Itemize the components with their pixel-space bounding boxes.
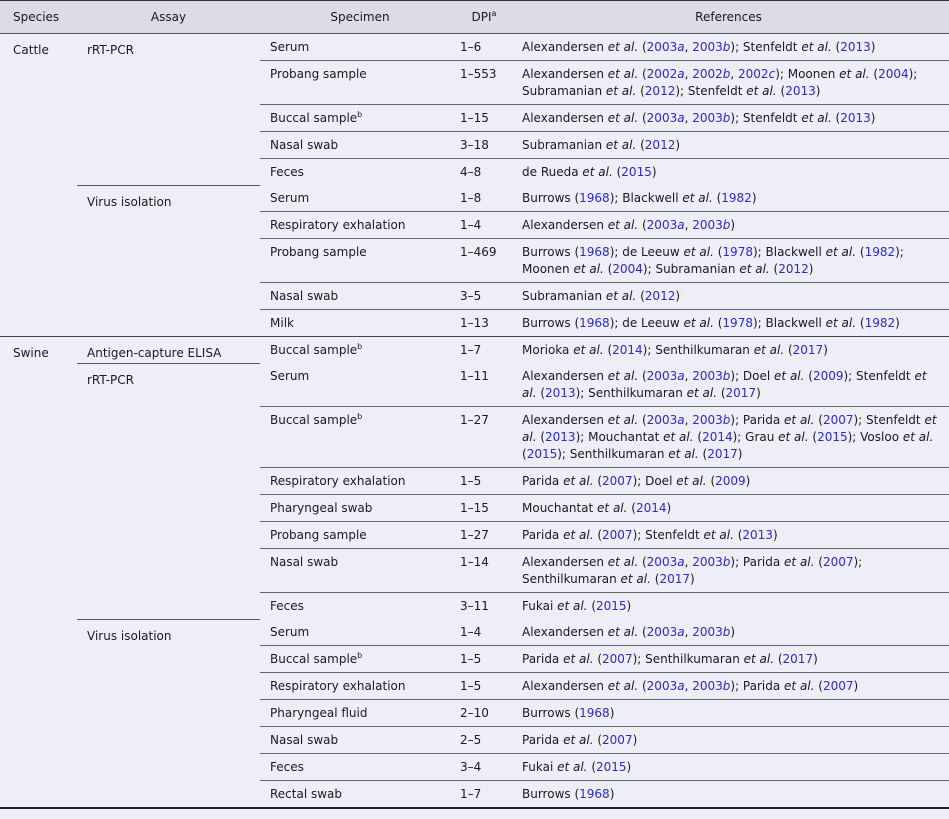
citation-link[interactable]: 2015	[596, 760, 627, 774]
citation-link[interactable]: 2017	[792, 343, 824, 357]
citation-link[interactable]: 1982	[864, 316, 896, 330]
citation-link[interactable]: 1968	[579, 316, 610, 330]
table-row	[0, 159, 949, 186]
cell-dpi: 1–8	[460, 191, 482, 205]
specimen-label: Probang sample	[270, 528, 367, 542]
footnote-b: b	[357, 412, 363, 421]
specimen-label: Feces	[270, 760, 304, 774]
header-specimen: Specimen	[260, 1, 460, 34]
cell-species	[0, 407, 77, 468]
citation-link[interactable]: 2003b	[692, 679, 731, 693]
specimen-label: Buccal sample	[270, 111, 358, 125]
table-row	[0, 105, 949, 132]
cell-dpi: 2–10	[460, 700, 508, 727]
citation-link[interactable]: 2007	[822, 413, 854, 427]
cell-species	[0, 283, 77, 310]
citation-link[interactable]: 2002c	[738, 67, 776, 81]
cell-assay	[77, 646, 260, 673]
cell-species	[0, 61, 77, 105]
cell-references: Morioka et al. (2014); Senthilkumaran et al. (2017)	[508, 337, 949, 364]
specimen-label: Serum	[270, 625, 310, 639]
specimen-label: Pharyngeal fluid	[270, 706, 368, 720]
table-row	[0, 619, 949, 646]
cell-species	[0, 468, 77, 495]
footnote-a: a	[491, 9, 497, 18]
cell-dpi: 1–4	[460, 625, 482, 639]
cell-specimen	[260, 407, 460, 468]
specimen-label: Nasal swab	[270, 138, 339, 152]
cell-specimen	[260, 781, 460, 809]
cell-assay	[77, 132, 260, 159]
cell-species	[0, 363, 77, 407]
cell-references: Burrows (1968)	[508, 700, 949, 727]
cell-references: Alexandersen et al. (2003a, 2003b)	[508, 212, 949, 239]
cell-specimen	[260, 363, 460, 407]
cell-specimen	[260, 468, 460, 495]
citation-link[interactable]: 1978	[722, 316, 753, 330]
citation-link[interactable]: 2004	[878, 67, 909, 81]
cell-specimen	[260, 34, 460, 61]
cell-dpi: 1–15	[460, 495, 508, 522]
table-row	[0, 468, 949, 495]
cell-specimen	[260, 673, 460, 700]
cell-references: Alexandersen et al. (2003a, 2003b)	[522, 625, 736, 639]
citation-link[interactable]: 2003b	[692, 625, 731, 639]
cell-species	[0, 754, 77, 781]
citation-link[interactable]: 2003b	[692, 413, 731, 427]
table-row	[0, 310, 949, 337]
cell-species	[0, 310, 77, 337]
cell-assay	[77, 522, 260, 549]
cell-specimen	[260, 185, 460, 212]
specimen-label: Milk	[270, 316, 294, 330]
table-row	[0, 407, 949, 468]
citation-link[interactable]: 2013	[840, 40, 871, 54]
cell-references: Parida et al. (2007)	[508, 727, 949, 754]
cell-references: Subramanian et al. (2012)	[508, 283, 949, 310]
citation-link[interactable]: 2007	[602, 652, 633, 666]
citation-link[interactable]: 2012	[778, 262, 809, 276]
cell-dpi: 3–11	[460, 593, 508, 620]
cell-dpi: 1–14	[460, 549, 508, 593]
citation-link[interactable]: 1968	[579, 191, 610, 205]
citation-link[interactable]: 2014	[702, 430, 733, 444]
citation-link[interactable]: 2013	[545, 386, 576, 400]
cell-assay	[77, 673, 260, 700]
cell-specimen	[260, 105, 460, 132]
table-row	[0, 495, 949, 522]
cell-dpi: 3–18	[460, 132, 508, 159]
cell-specimen	[260, 337, 460, 364]
citation-link[interactable]: 2013	[785, 84, 816, 98]
table-row	[0, 61, 949, 105]
specimen-label: Respiratory exhalation	[270, 679, 406, 693]
citation-link[interactable]: 2007	[602, 528, 633, 542]
citation-link[interactable]: 2003a	[646, 369, 685, 383]
header-references: References	[508, 1, 949, 34]
cell-specimen	[260, 132, 460, 159]
citation-link[interactable]: 2017	[659, 572, 690, 586]
table-row	[0, 132, 949, 159]
cell-dpi: 1–4	[460, 212, 508, 239]
cell-references: Burrows (1968); Blackwell et al. (1982)	[522, 191, 757, 205]
cell-assay	[77, 495, 260, 522]
cell-dpi: 3–5	[460, 283, 508, 310]
specimen-label: Pharyngeal swab	[270, 501, 373, 515]
cell-species	[0, 185, 77, 212]
cell-dpi: 1–27	[460, 407, 508, 468]
citation-link[interactable]: 2013	[840, 111, 871, 125]
cell-assay	[77, 310, 260, 337]
specimen-label: Feces	[270, 165, 304, 179]
citation-link[interactable]: 2003b	[692, 40, 731, 54]
citation-link[interactable]: 2015	[621, 165, 652, 179]
table-row	[0, 727, 949, 754]
cell-assay	[77, 781, 260, 809]
specimen-label: Respiratory exhalation	[270, 218, 406, 232]
citation-link[interactable]: 2007	[602, 474, 633, 488]
cell-references: Subramanian et al. (2012)	[508, 132, 949, 159]
citation-link[interactable]: 2013	[545, 430, 576, 444]
table-row	[0, 781, 949, 809]
citation-link[interactable]: 2015	[596, 599, 627, 613]
citation-link[interactable]: 2003b	[692, 111, 731, 125]
citation-link[interactable]: 1982	[721, 191, 752, 205]
cell-species: Cattle	[13, 43, 49, 57]
table-row	[0, 283, 949, 310]
cell-assay	[77, 468, 260, 495]
cell-species	[0, 646, 77, 673]
citation-link[interactable]: 2014	[635, 501, 667, 515]
citation-link[interactable]: 1968	[579, 706, 610, 720]
citation-link[interactable]: 2012	[644, 138, 676, 152]
citation-link[interactable]: 1982	[864, 245, 896, 259]
cell-specimen	[260, 522, 460, 549]
citation-link[interactable]: 2003b	[692, 218, 731, 232]
cell-dpi: 1–7	[460, 781, 508, 809]
header-row	[0, 1, 949, 34]
citation-link[interactable]: 2013	[742, 528, 773, 542]
cell-assay	[77, 159, 260, 186]
cell-references: Alexandersen et al. (2003a, 2003b); Parida et al. (2007)	[508, 673, 949, 700]
cell-assay	[77, 283, 260, 310]
cell-specimen	[260, 727, 460, 754]
citation-link[interactable]: 2009	[715, 474, 746, 488]
cell-references: Alexandersen et al. (2003a, 2003b); Parida et al. (2007); Stenfeldt et al. (2013); Mouchantat et al. (2014); Grau et al. (2015); Vosloo et al. (2015); Senthilkumaran et al. (2017)	[508, 407, 949, 468]
cell-dpi: 4–8	[460, 159, 508, 186]
cell-references: Alexandersen et al. (2003a, 2003b); Parida et al. (2007); Senthilkumaran et al. (2017)	[508, 549, 949, 593]
cell-assay	[77, 407, 260, 468]
cell-assay: rRT-PCR	[77, 363, 260, 407]
cell-assay: Virus isolation	[77, 185, 260, 212]
cell-species	[0, 549, 77, 593]
cell-dpi: 1–15	[460, 105, 508, 132]
cell-references: Parida et al. (2007); Doel et al. (2009)	[508, 468, 949, 495]
table-row	[0, 673, 949, 700]
citation-link[interactable]: 2003a	[646, 218, 685, 232]
citation-link[interactable]: 2017	[782, 652, 814, 666]
cell-dpi: 2–5	[460, 727, 508, 754]
table-row	[0, 700, 949, 727]
cell-species	[0, 159, 77, 186]
cell-dpi: 1–11	[460, 369, 489, 383]
specimen-label: Serum	[270, 369, 310, 383]
citation-link[interactable]: 2003a	[646, 625, 685, 639]
citation-link[interactable]: 2003a	[646, 555, 685, 569]
cell-species	[0, 212, 77, 239]
cell-assay	[77, 727, 260, 754]
citation-link[interactable]: 2015	[817, 430, 848, 444]
cell-references: Alexandersen et al. (2003a, 2003b); Stenfeldt et al. (2013)	[508, 105, 949, 132]
table-row	[0, 34, 949, 61]
specimen-label: Feces	[270, 599, 304, 613]
cell-references: Mouchantat et al. (2014)	[508, 495, 949, 522]
citation-link[interactable]: 2003b	[692, 555, 731, 569]
header-species: Species	[0, 1, 77, 34]
cell-references: Burrows (1968)	[508, 781, 949, 809]
specimen-label: Nasal swab	[270, 733, 339, 747]
table-row	[0, 522, 949, 549]
citation-link[interactable]: 2009	[812, 369, 844, 383]
cell-specimen	[260, 646, 460, 673]
table-row	[0, 239, 949, 283]
cell-assay	[77, 593, 260, 620]
cell-species	[0, 781, 77, 809]
cell-assay	[77, 105, 260, 132]
cell-specimen	[260, 593, 460, 620]
specimen-label: Buccal sample	[270, 652, 358, 666]
specimen-label: Buccal sample	[270, 343, 358, 357]
cell-assay: Virus isolation	[77, 619, 260, 646]
cell-references: Burrows (1968); de Leeuw et al. (1978); Blackwell et al. (1982)	[508, 310, 949, 337]
cell-specimen	[260, 61, 460, 105]
cell-dpi: 1–553	[460, 61, 508, 105]
cell-assay	[77, 549, 260, 593]
citation-link[interactable]: 1968	[579, 787, 610, 801]
cell-references: Alexandersen et al. (2003a, 2003b); Stenfeldt et al. (2013)	[522, 40, 876, 54]
cell-references: de Rueda et al. (2015)	[508, 159, 949, 186]
cell-species	[0, 727, 77, 754]
footnote-b: b	[357, 110, 363, 119]
cell-specimen	[260, 495, 460, 522]
table-row	[0, 363, 949, 407]
citation-link[interactable]: 2017	[725, 386, 757, 400]
table-row	[0, 185, 949, 212]
cell-specimen	[260, 700, 460, 727]
cell-dpi: 3–4	[460, 754, 508, 781]
cell-specimen	[260, 619, 460, 646]
cell-species	[0, 105, 77, 132]
specimen-label: Nasal swab	[270, 555, 339, 569]
cell-species	[0, 239, 77, 283]
cell-assay	[77, 212, 260, 239]
citation-link[interactable]: 2003a	[646, 111, 685, 125]
cell-species	[0, 522, 77, 549]
citation-link[interactable]: 1968	[579, 245, 610, 259]
specimen-label: Probang sample	[270, 67, 367, 81]
table-row	[0, 754, 949, 781]
specimen-label: Nasal swab	[270, 289, 339, 303]
footnote-b: b	[357, 342, 363, 351]
cell-dpi: 1–13	[460, 310, 508, 337]
cell-assay	[77, 239, 260, 283]
citation-link[interactable]: 2003a	[646, 40, 685, 54]
cell-dpi: 1–5	[460, 468, 508, 495]
citation-link[interactable]: 2004	[612, 262, 643, 276]
citation-link[interactable]: 1978	[722, 245, 753, 259]
cell-species	[0, 495, 77, 522]
specimen-label: Respiratory exhalation	[270, 474, 406, 488]
cell-references: Parida et al. (2007); Stenfeldt et al. (2013)	[508, 522, 949, 549]
cell-species	[0, 593, 77, 620]
table-row	[0, 646, 949, 673]
cell-references: Alexandersen et al. (2002a, 2002b, 2002c); Moonen et al. (2004); Subramanian et al. (2012); Stenfeldt et al. (2013)	[508, 61, 949, 105]
cell-dpi: 1–5	[460, 646, 508, 673]
cell-dpi: 1–5	[460, 673, 508, 700]
specimen-label: Serum	[270, 40, 310, 54]
citation-link[interactable]: 2007	[822, 679, 854, 693]
cell-references: Parida et al. (2007); Senthilkumaran et al. (2017)	[508, 646, 949, 673]
cell-dpi: 1–27	[460, 522, 508, 549]
citation-link[interactable]: 2007	[602, 733, 633, 747]
citation-link[interactable]: 2012	[644, 84, 676, 98]
cell-dpi: 1–469	[460, 239, 508, 283]
header-assay: Assay	[77, 1, 260, 34]
cell-species: Swine	[0, 337, 77, 364]
table-row	[0, 212, 949, 239]
specimen-label: Probang sample	[270, 245, 367, 259]
citation-link[interactable]: 2012	[644, 289, 676, 303]
citation-link[interactable]: 2014	[612, 343, 643, 357]
cell-specimen	[260, 159, 460, 186]
cell-assay: rRT-PCR	[77, 34, 260, 61]
citation-link[interactable]: 2007	[822, 555, 854, 569]
cell-references: Fukai et al. (2015)	[508, 593, 949, 620]
cell-assay	[77, 61, 260, 105]
specimen-label: Buccal sample	[270, 413, 358, 427]
footnote-b: b	[357, 651, 363, 660]
header-dpi: DPI$^a$	[460, 1, 508, 34]
cell-assay	[77, 754, 260, 781]
citation-link[interactable]: 2002a	[646, 67, 685, 81]
cell-dpi: 1–7	[460, 337, 508, 364]
cell-specimen	[260, 239, 460, 283]
cell-references: Burrows (1968); de Leeuw et al. (1978); Blackwell et al. (1982); Moonen et al. (2004); Subramanian et al. (2012)	[508, 239, 949, 283]
cell-specimen	[260, 754, 460, 781]
cell-dpi: 1–6	[460, 40, 482, 54]
cell-specimen	[260, 283, 460, 310]
cell-references: Alexandersen et al. (2003a, 2003b); Doel et al. (2009); Stenfeldt et al. (2013); Senthilkumaran et al. (2017)	[522, 369, 927, 400]
cell-species	[0, 700, 77, 727]
cell-assay	[77, 700, 260, 727]
table-row	[0, 593, 949, 620]
cell-specimen	[260, 549, 460, 593]
citation-link[interactable]: 2003a	[646, 679, 685, 693]
cell-species	[0, 673, 77, 700]
cell-species	[0, 132, 77, 159]
specimen-label: Serum	[270, 191, 310, 205]
cell-specimen	[260, 212, 460, 239]
citation-link[interactable]: 2017	[707, 447, 738, 461]
citation-link[interactable]: 2003a	[646, 413, 685, 427]
table-row	[0, 549, 949, 593]
cell-references: Fukai et al. (2015)	[508, 754, 949, 781]
specimen-label: Rectal swab	[270, 787, 343, 801]
citation-link[interactable]: 2002b	[692, 67, 731, 81]
cell-specimen	[260, 310, 460, 337]
cell-assay: Antigen-capture ELISA	[77, 337, 260, 364]
citation-link[interactable]: 2015	[526, 447, 558, 461]
table-row	[0, 337, 949, 364]
cell-species	[0, 619, 77, 646]
citation-link[interactable]: 2003b	[692, 369, 731, 383]
